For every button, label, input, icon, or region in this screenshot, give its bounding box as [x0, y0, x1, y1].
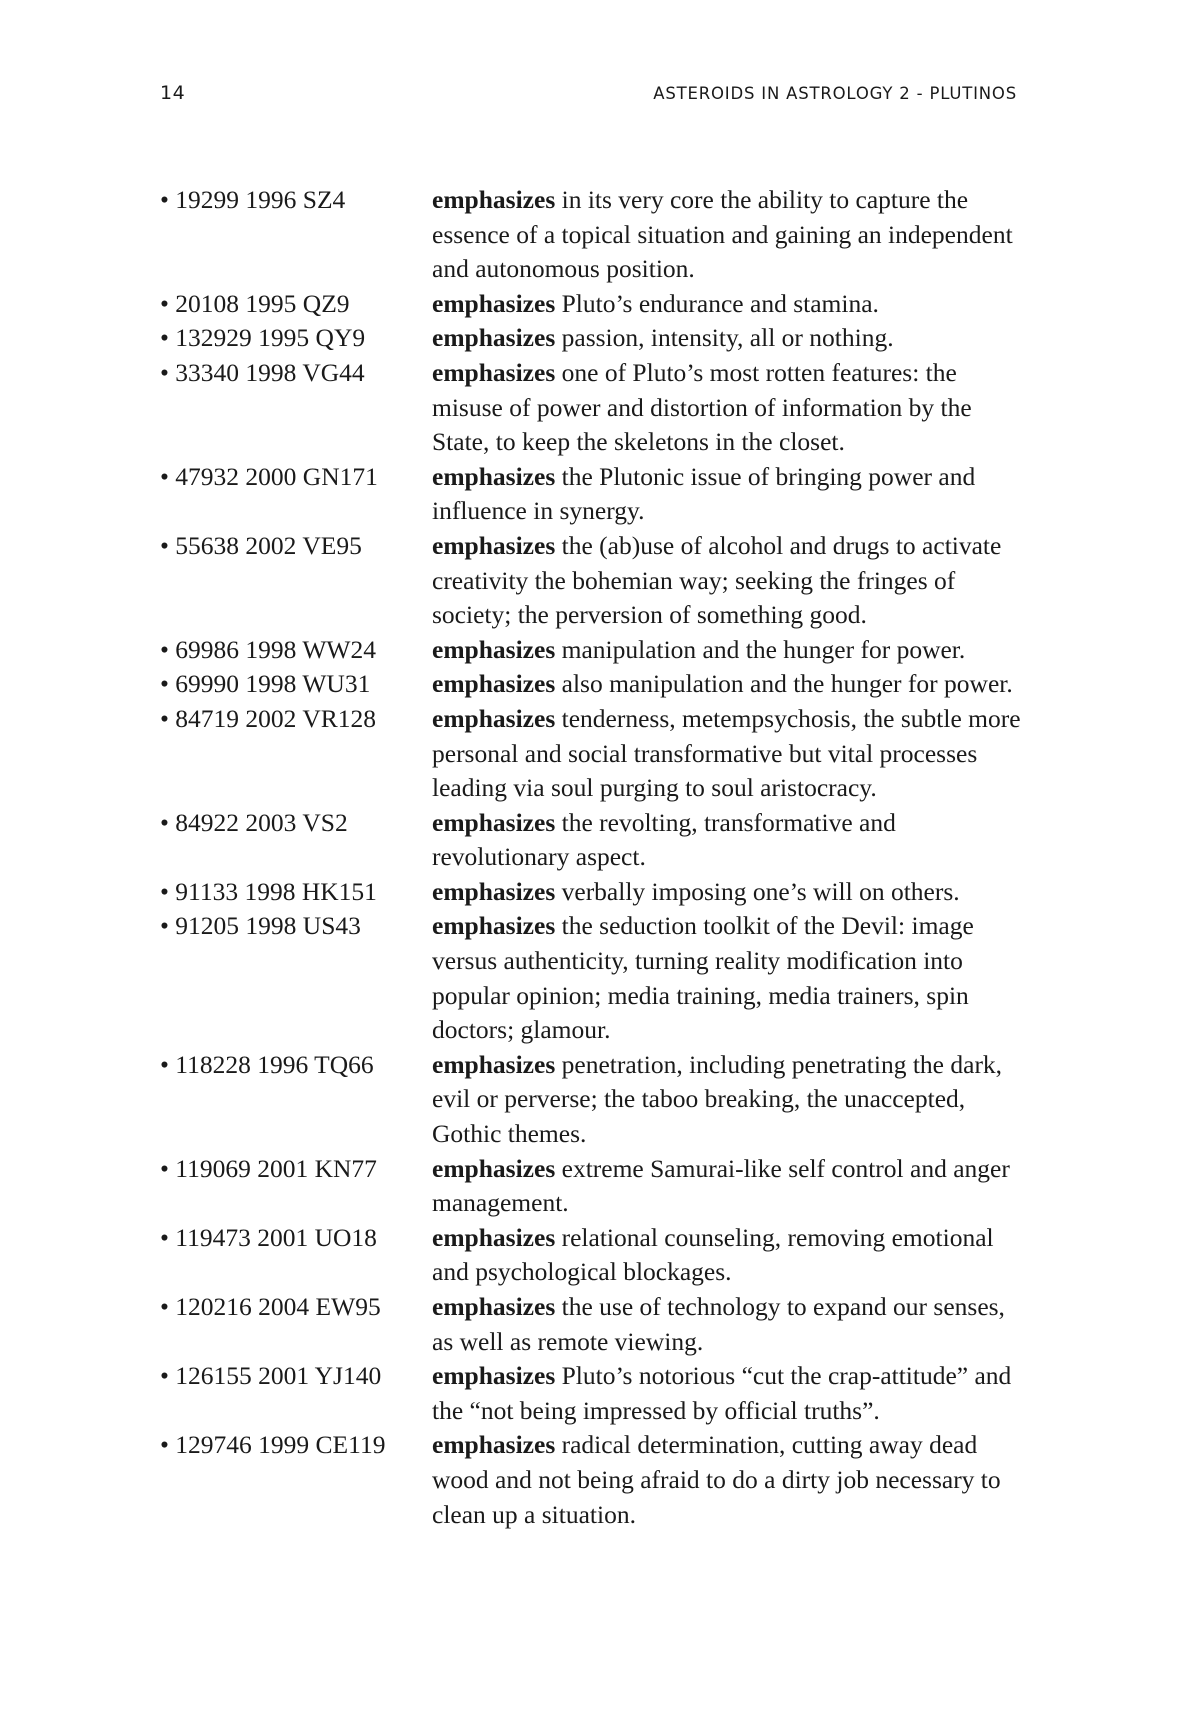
list-item — [160, 1359, 1030, 1428]
asteroid-designation: • 119069 2001 KN77 — [160, 1153, 377, 1183]
description-text: tenderness, metempsychosis, the subtle more personal and social transformative but vital processes leading via soul purging to soul aristocracy. — [432, 703, 1021, 803]
description-text: Pluto’s notorious “cut the crap-attitude” and the “not being impressed by official truths”. — [432, 1361, 1012, 1425]
keyword: emphasizes — [432, 669, 556, 699]
page-number: 14 — [160, 82, 186, 104]
keyword: emphasizes — [432, 1049, 556, 1079]
description-text: also manipulation and the hunger for power. — [561, 669, 1013, 699]
description-text: one of Pluto’s most rotten features: the misuse of power and distortion of information by the State, to keep the skeletons in the closet. — [432, 357, 972, 457]
keyword: emphasizes — [432, 1430, 556, 1460]
asteroid-description — [432, 909, 1030, 1047]
asteroid-description — [432, 633, 1030, 668]
keyword: emphasizes — [432, 288, 556, 318]
list-item — [160, 1428, 1030, 1532]
list-item — [160, 529, 1030, 633]
asteroid-description — [432, 1290, 1030, 1359]
list-item — [160, 460, 1030, 529]
book-title: ASTEROIDS IN ASTROLOGY 2 - PLUTINOS — [653, 84, 1017, 103]
asteroid-description — [432, 806, 1030, 875]
asteroid-description — [432, 529, 1030, 633]
list-item — [160, 287, 1030, 322]
description-text: manipulation and the hunger for power. — [561, 634, 966, 664]
asteroid-designation: • 119473 2001 UO18 — [160, 1222, 377, 1252]
asteroid-description — [432, 1221, 1030, 1290]
list-item — [160, 1221, 1030, 1290]
description-text: the (ab)use of alcohol and drugs to activate creativity the bohemian way; seeking the fringes of society; the perversion of something good. — [432, 530, 1002, 630]
asteroid-description — [432, 875, 1030, 910]
description-text: the seduction toolkit of the Devil: image versus authenticity, turning reality modification into popular opinion; media training, media trainers, spin doctors; glamour. — [432, 911, 974, 1045]
asteroid-designation: • 69990 1998 WU31 — [160, 669, 371, 699]
asteroid-designation: • 33340 1998 VG44 — [160, 357, 365, 387]
description-text: the use of technology to expand our senses, as well as remote viewing. — [432, 1292, 1005, 1356]
list-item — [160, 909, 1030, 1047]
description-text: Pluto’s endurance and stamina. — [561, 288, 879, 318]
asteroid-list — [160, 183, 1030, 1532]
list-item — [160, 183, 1030, 287]
keyword: emphasizes — [432, 185, 556, 214]
asteroid-designation: • 132929 1995 QY9 — [160, 323, 366, 353]
asteroid-designation: • 20108 1995 QZ9 — [160, 288, 350, 318]
asteroid-description — [432, 702, 1030, 806]
keyword: emphasizes — [432, 1153, 556, 1183]
asteroid-designation: • 84922 2003 VS2 — [160, 807, 348, 837]
keyword: emphasizes — [432, 323, 556, 353]
keyword: emphasizes — [432, 1292, 556, 1321]
keyword: emphasizes — [432, 461, 556, 491]
asteroid-description — [432, 460, 1030, 529]
asteroid-designation: • 55638 2002 VE95 — [160, 530, 362, 560]
asteroid-designation: • 47932 2000 GN171 — [160, 461, 378, 491]
keyword: emphasizes — [432, 1361, 556, 1391]
keyword: emphasizes — [432, 807, 556, 837]
list-item — [160, 633, 1030, 668]
keyword: emphasizes — [432, 357, 556, 387]
description-text: radical determination, cutting away dead wood and not being afraid to do a dirty job necessary to clean up a situation. — [432, 1430, 1001, 1529]
list-item — [160, 356, 1030, 460]
keyword: emphasizes — [432, 911, 556, 941]
asteroid-description — [432, 1428, 1030, 1532]
list-item — [160, 321, 1030, 356]
asteroid-designation: • 129746 1999 CE119 — [160, 1430, 386, 1460]
description-text: relational counseling, removing emotional and psychological blockages. — [432, 1222, 994, 1287]
asteroid-designation: • 120216 2004 EW95 — [160, 1292, 381, 1321]
description-text: passion, intensity, all or nothing. — [561, 323, 894, 353]
asteroid-designation: • 69986 1998 WW24 — [160, 634, 376, 664]
running-head — [160, 82, 1017, 114]
asteroid-description — [432, 183, 1030, 287]
list-item — [160, 806, 1030, 875]
list-item — [160, 875, 1030, 910]
keyword: emphasizes — [432, 1222, 556, 1252]
asteroid-description — [432, 1048, 1030, 1152]
keyword: emphasizes — [432, 703, 556, 733]
description-text: the revolting, transformative and revolutionary aspect. — [432, 807, 896, 872]
description-text: extreme Samurai-like self control and anger management. — [432, 1153, 1010, 1218]
asteroid-description — [432, 356, 1030, 460]
list-item — [160, 667, 1030, 702]
asteroid-designation: • 19299 1996 SZ4 — [160, 185, 346, 214]
asteroid-designation: • 118228 1996 TQ66 — [160, 1049, 374, 1079]
description-text: the Plutonic issue of bringing power and influence in synergy. — [432, 461, 976, 526]
asteroid-description — [432, 287, 1030, 322]
keyword: emphasizes — [432, 634, 556, 664]
asteroid-designation: • 91133 1998 HK151 — [160, 876, 377, 906]
list-item — [160, 1290, 1030, 1359]
list-item — [160, 1048, 1030, 1152]
asteroid-designation: • 126155 2001 YJ140 — [160, 1361, 382, 1391]
description-text: penetration, including penetrating the dark, evil or perverse; the taboo breaking, the unaccepted, Gothic themes. — [432, 1049, 1003, 1149]
asteroid-designation: • 84719 2002 VR128 — [160, 703, 377, 733]
asteroid-description — [432, 667, 1030, 702]
description-text: in its very core the ability to capture the essence of a topical situation and gaining an independent and autonomous position. — [432, 185, 1013, 284]
asteroid-designation: • 91205 1998 US43 — [160, 911, 361, 941]
keyword: emphasizes — [432, 530, 556, 560]
asteroid-description — [432, 1152, 1030, 1221]
asteroid-description — [432, 321, 1030, 356]
list-item — [160, 702, 1030, 806]
asteroid-description — [432, 1359, 1030, 1428]
list-item — [160, 1152, 1030, 1221]
keyword: emphasizes — [432, 876, 556, 906]
description-text: verbally imposing one’s will on others. — [561, 876, 960, 906]
